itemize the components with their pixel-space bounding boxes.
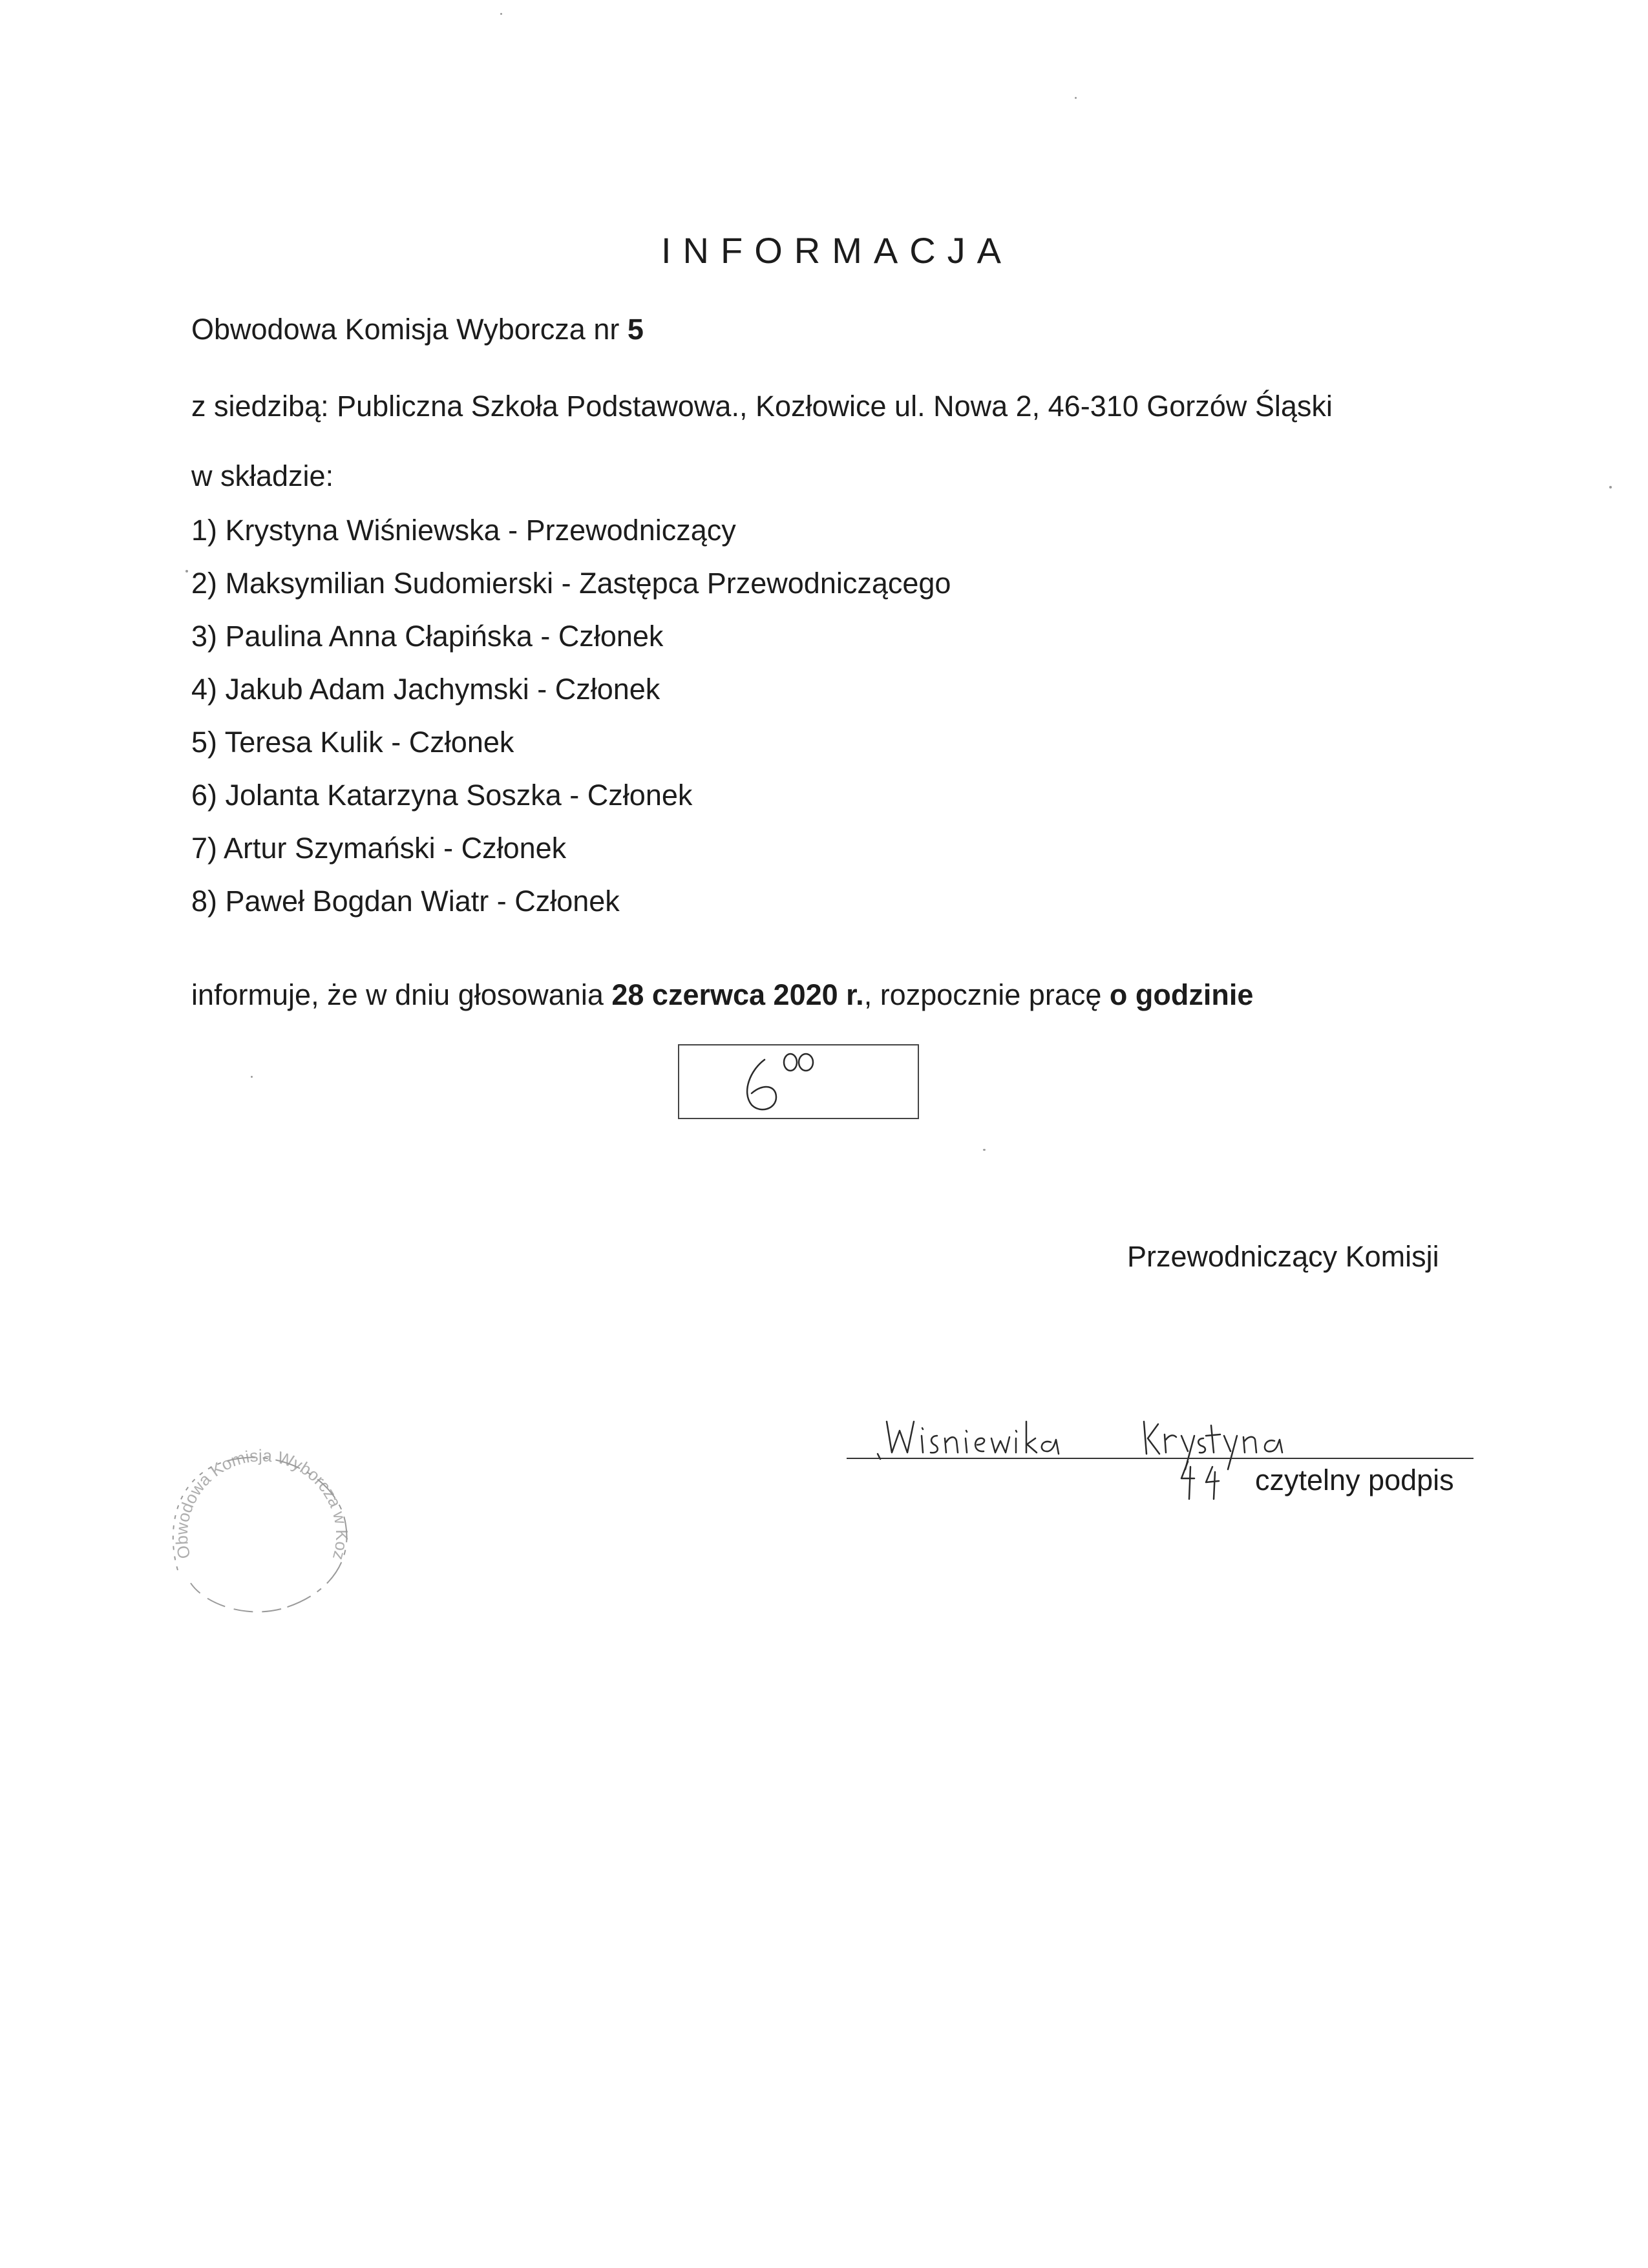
- info-suffix: o godzinie: [1109, 978, 1254, 1011]
- member-5: 5) Teresa Kulik - Członek: [191, 726, 514, 759]
- start-minutes-value: 00: [688, 1112, 695, 1118]
- commission-prefix: Obwodowa Komisja Wyborcza nr: [191, 313, 628, 346]
- svg-text:600: [686, 1112, 695, 1118]
- composition-label: w składzie:: [191, 459, 334, 492]
- member-8: 8) Paweł Bogdan Wiatr - Członek: [191, 885, 620, 918]
- signature-text: Wiśniewska Krystyna: [840, 1511, 889, 1517]
- commission-stamp: [152, 1428, 372, 1622]
- stamp-seal: [152, 1428, 372, 1622]
- scan-speck: [251, 1076, 253, 1078]
- member-7: 7) Artur Szymański - Członek: [191, 832, 567, 865]
- commission-line: [191, 311, 644, 348]
- seat-line: z siedzibą: Publiczna Szkoła Podstawowa., Kozłowice ul. Nowa 2, 46-310 Gorzów Śląski: [191, 390, 1333, 423]
- scan-speck: [1609, 486, 1612, 488]
- document-title: INFORMACJA: [661, 230, 1013, 271]
- svg-text:Obwodowa Komisja Wyborcza w Ko: [152, 1428, 352, 1562]
- scan-speck: [500, 13, 502, 15]
- scan-speck: [185, 570, 188, 572]
- member-4: 4) Jakub Adam Jachymski - Członek: [191, 673, 660, 706]
- signature-caption: czytelny podpis: [1255, 1464, 1454, 1496]
- signature-area: [840, 1402, 1480, 1518]
- commission-number: 5: [627, 313, 644, 346]
- scan-speck: [983, 1149, 986, 1151]
- signature-line: [847, 1458, 1474, 1459]
- scan-speck: [1075, 97, 1077, 99]
- voting-date: 28 czerwca 2020 r.: [611, 978, 864, 1011]
- member-1: 1) Krystyna Wiśniewska - Przewodniczący: [191, 514, 736, 547]
- start-hour-box: [678, 1044, 919, 1119]
- start-hour-value: 6: [686, 1112, 689, 1118]
- member-2: 2) Maksymilian Sudomierski - Zastępca Przewodniczącego: [191, 567, 951, 600]
- handwritten-signature: [840, 1402, 1480, 1518]
- member-3: 3) Paulina Anna Cłapińska - Członek: [191, 620, 664, 653]
- chair-label: Przewodniczący Komisji: [1127, 1240, 1439, 1273]
- info-middle: , rozpocznie pracę: [863, 978, 1110, 1011]
- info-line: [191, 977, 1253, 1013]
- member-6: 6) Jolanta Katarzyna Soszka - Członek: [191, 779, 693, 812]
- info-prefix: informuje, że w dniu głosowania: [191, 978, 612, 1011]
- start-hour-handwriting: [679, 1045, 920, 1120]
- stamp-text: Obwodowa Komisja Wyborcza w Koz: [171, 1445, 352, 1562]
